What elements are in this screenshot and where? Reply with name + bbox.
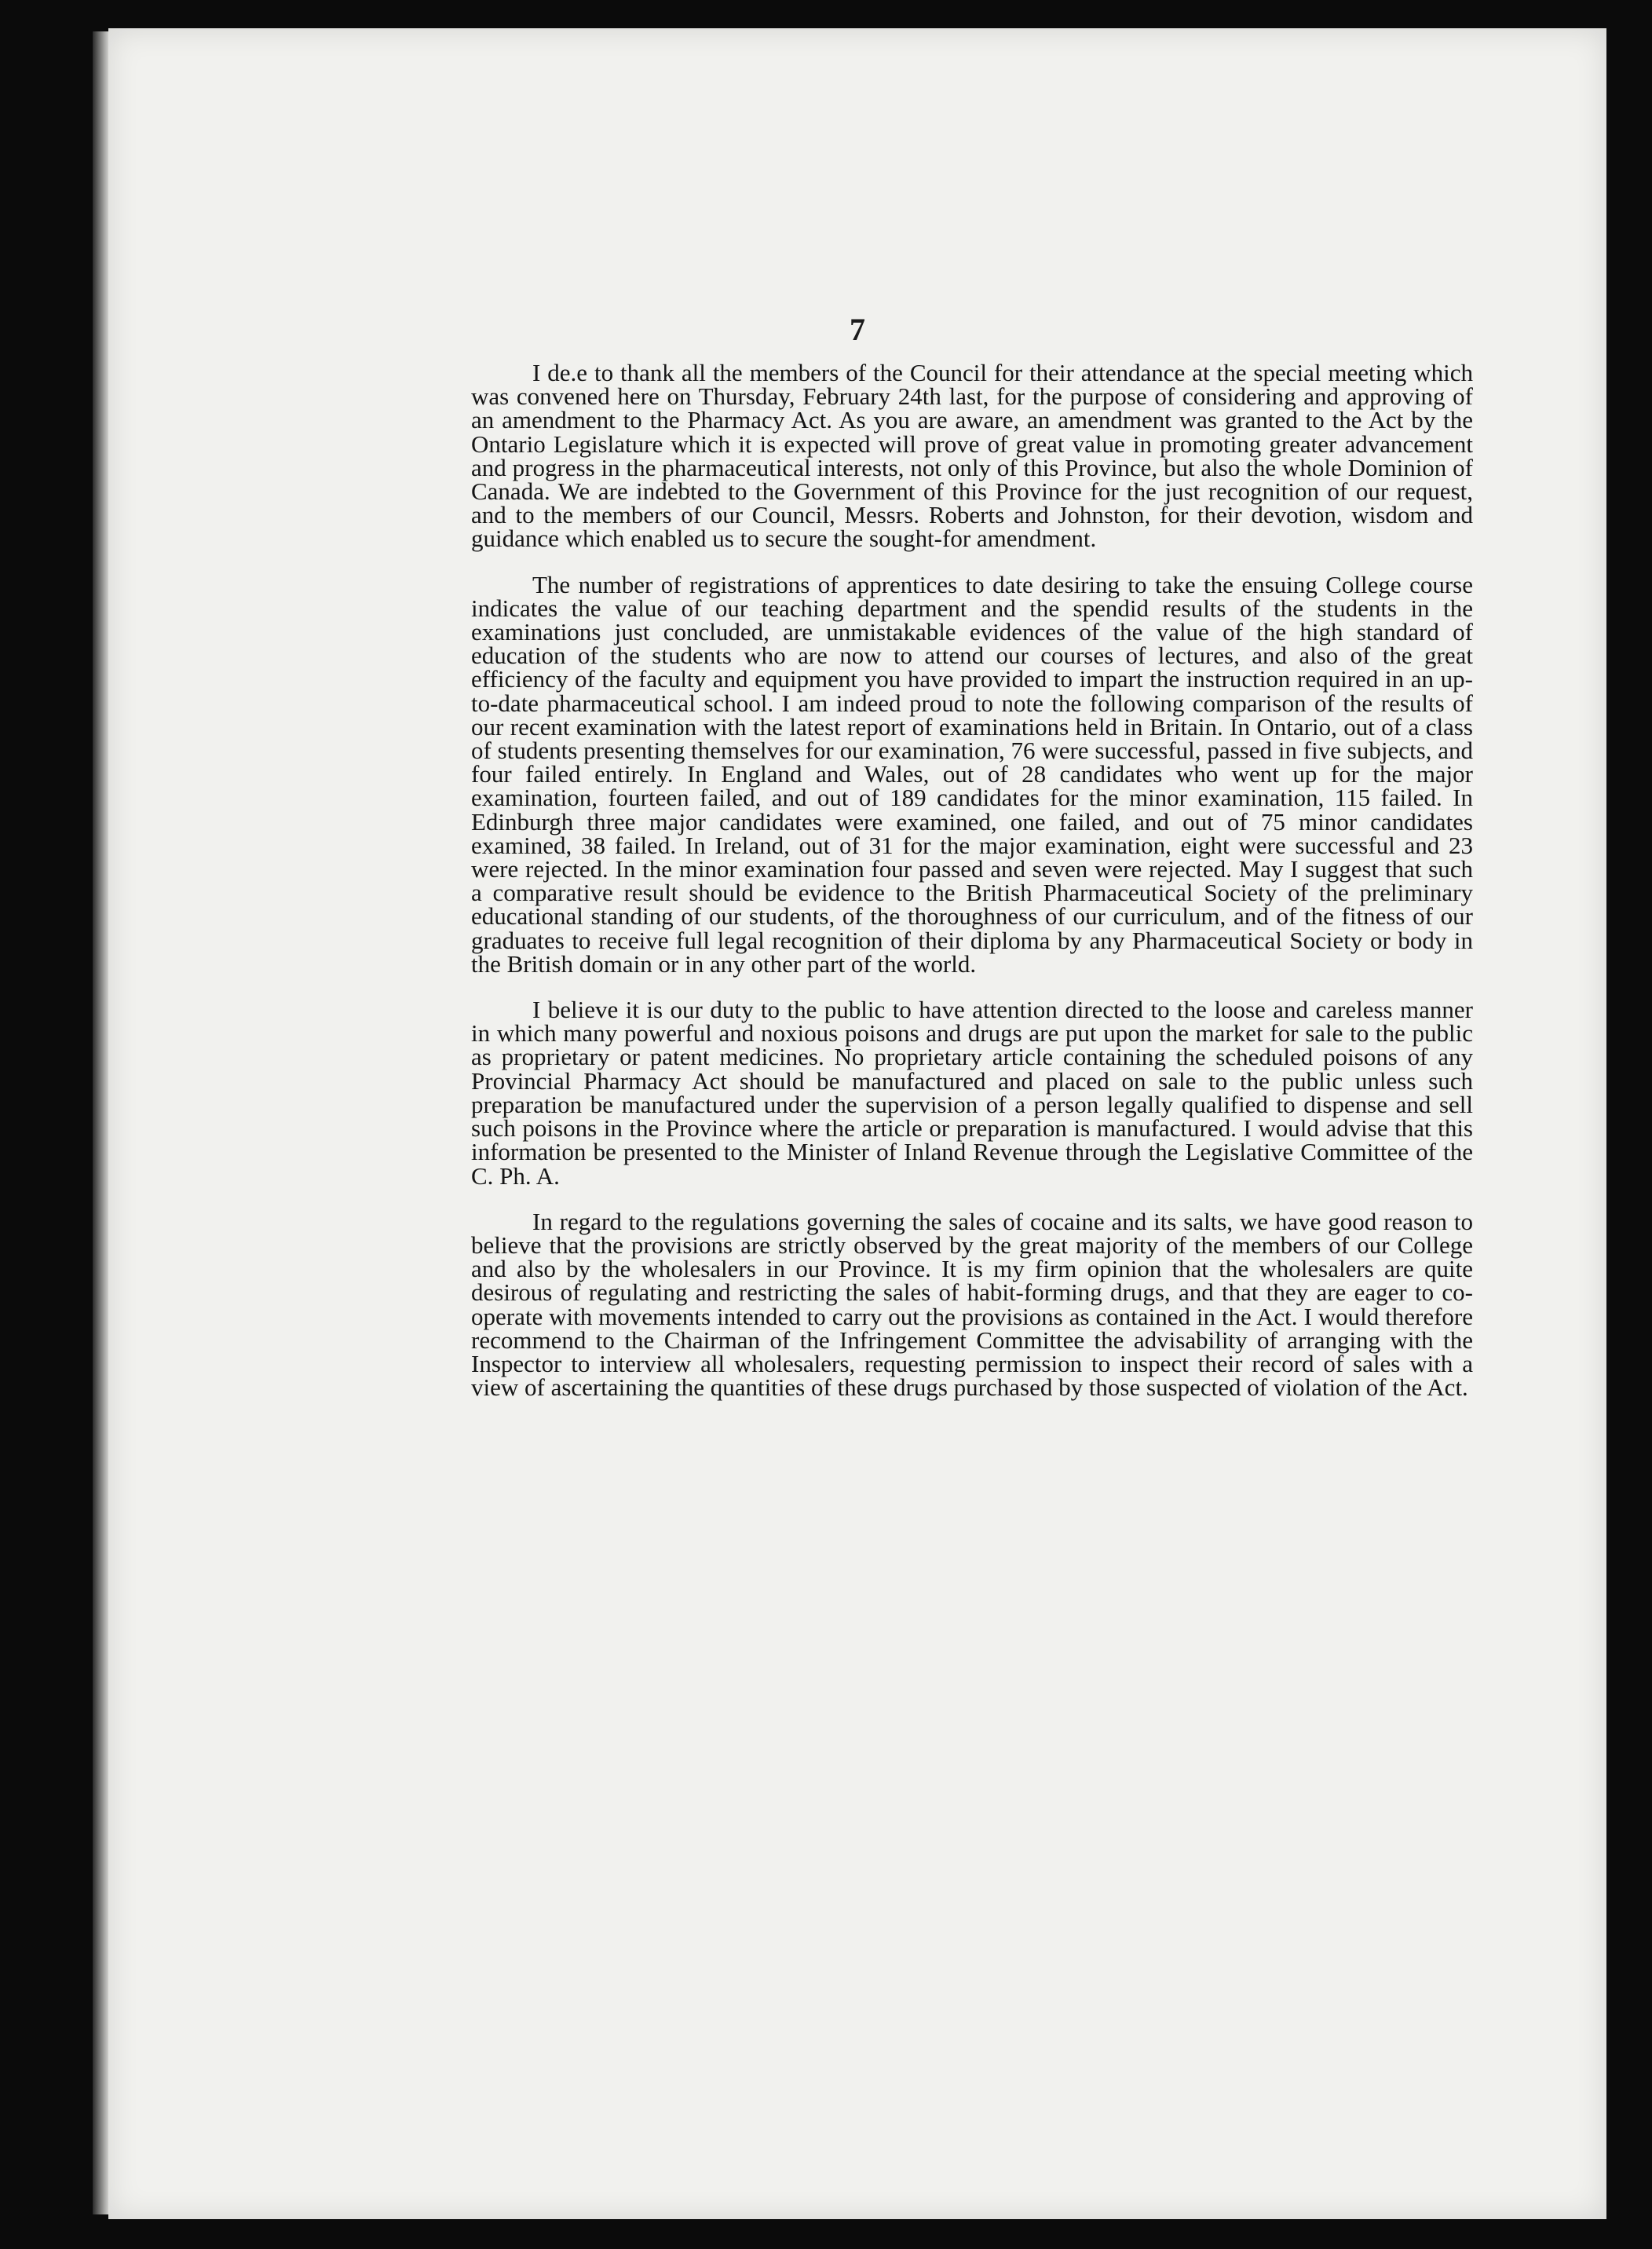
- paragraph-council-thanks: I de.e to thank all the members of the Council for their attendance at the special meeting which was convened here on Thursday, February 24th last, for the purpose of considering and approving of an amendment to the Pharmacy Act. As you are aware, an amendment was granted to the Act by the Ontario Legislature which it is expected will prove of great value in promoting greater advancement and progress in the pharmaceutical interests, not only of this Province, but also the whole Dominion of Canada. We are indebted to the Government of this Province for the just recognition of our request, and to the members of our Council, Messrs. Roberts and Johnston, for their devotion, wisdom and guidance which enabled us to secure the sought-for amendment.: [471, 359, 1473, 553]
- paragraph-cocaine-regulations: In regard to the regulations governing the sales of cocaine and its salts, we have good reason to believe that the provisions are strictly observed by the great majority of the members of our College and also by the wholesalers in our Province. It is my firm opinion that the wholesalers are quite desirous of regulating and restricting the sales of habit-forming drugs, and that they are eager to co-operate with movements intended to carry out the provisions as contained in the Act. I would therefore recommend to the Chairman of the Infringement Committee the advisability of arranging with the Inspector to interview all wholesalers, requesting permission to inspect their record of sales with a view of ascertaining the quantities of these drugs purchased by those suspected of violation of the Act.: [471, 1207, 1473, 1402]
- document-body: [471, 359, 1473, 1402]
- page-number: 7: [850, 312, 865, 347]
- page-spine-edge: [93, 31, 108, 2214]
- paragraph-poisons: I believe it is our duty to the public to have attention directed to the loose and careless manner in which many powerful and noxious poisons and drugs are put upon the market for sale to the public as proprietary or patent medicines. No proprietary article containing the scheduled poisons of any Provincial Pharmacy Act should be manufactured and placed on sale to the public unless such preparation be manufactured under the supervision of a person legally qualified to dispense and sell such poisons in the Province where the article or preparation is manufactured. I would advise that this information be presented to the Minister of Inland Revenue through the Legislative Committee of the C. Ph. A.: [471, 996, 1473, 1190]
- paragraph-registrations: The number of registrations of apprentices to date desiring to take the ensuing College course indicates the value of our teaching department and the spendid results of the students in the examinations just concluded, are unmistakable evidences of the value of the high standard of education of the students who are now to attend our courses of lectures, and also of the great efficiency of the faculty and equipment you have provided to impart the instruction required in an up-to-date pharmaceutical school. I am indeed proud to note the following comparison of the results of our recent examination with the latest report of examinations held in Britain. In Ontario, out of a class of students presenting themselves for our examination, 76 were successful, passed in five subjects, and four failed entirely. In England and Wales, out of 28 candidates who went up for the major examination, fourteen failed, and out of 189 candidates for the minor examination, 115 failed. In Edinburgh three major candidates were examined, one failed, and out of 75 minor candidates examined, 38 failed. In Ireland, out of 31 for the major examination, eight were successful and 23 were rejected. In the minor examination four passed and seven were rejected. May I suggest that such a comparative result should be evidence to the British Pharmaceutical Society of the preliminary educational standing of our students, of the thoroughness of our curriculum, and of the fitness of our graduates to receive full legal recognition of their diploma by any Pharmaceutical Society or body in the British domain or in any other part of the world.: [471, 570, 1473, 978]
- document-page: [108, 28, 1606, 2219]
